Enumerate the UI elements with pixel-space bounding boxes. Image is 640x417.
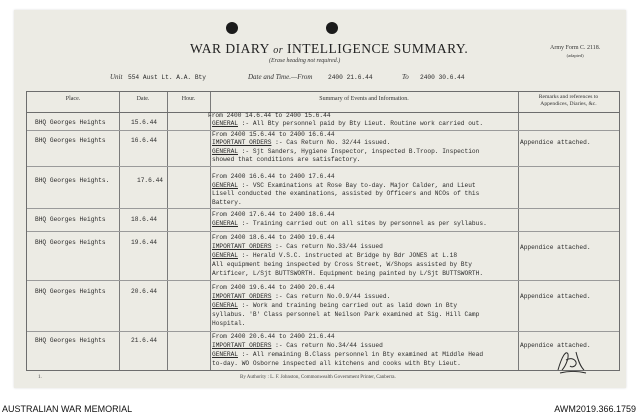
row-rule — [27, 280, 619, 281]
entry-place: BHQ Georges Heights — [35, 239, 106, 246]
entry-summary-line: From 2400 17.6.44 to 2400 18.6.44 — [212, 211, 335, 218]
datetime-label: Date and Time.—From — [248, 73, 313, 81]
entry-summary-line: GENERAL :- Herald V.S.C. instructed at Bridge by Bdr JONES at L.18 — [212, 252, 458, 259]
entry-place: BHQ Georges Heights — [35, 337, 106, 344]
entry-remarks: Appendice attached. — [520, 244, 591, 251]
column-header-hour: Hour. — [181, 96, 196, 102]
entry-heading-label: IMPORTANT ORDERS — [212, 139, 272, 146]
entry-summary-line: syllabus. 'B' Class personnel at Neilson Park examined at Sig. Hill Camp — [212, 311, 480, 318]
entry-date: 20.6.44 — [131, 288, 157, 295]
printer-credit: By Authority : L. F. Johnston, Commonwealth Government Printer, Canberra. — [240, 375, 396, 380]
army-form-id — [550, 44, 600, 60]
entry-summary-line: From 2400 19.6.44 to 2400 20.6.44 — [212, 284, 335, 291]
diary-page — [14, 10, 626, 388]
column-header-date: Date. — [136, 96, 150, 102]
entry-date: 16.6.44 — [131, 137, 157, 144]
unit-line — [14, 73, 626, 85]
entry-heading-label: IMPORTANT ORDERS — [212, 293, 272, 300]
title-or: or — [273, 45, 284, 56]
signature-stroke — [558, 352, 586, 373]
entry-summary-line: IMPORTANT ORDERS :- Cas return No.33/44 issued — [212, 243, 383, 250]
page-title — [190, 41, 468, 57]
entry-summary-line: Lisell conducted the examinations, assisted by Officers and NCOs of this — [212, 190, 480, 197]
page-subtitle: (Erase heading not required.) — [269, 58, 341, 64]
archive-reference: AWM2019.366.1759 — [554, 404, 636, 414]
entry-summary-line: Hospital. — [212, 320, 246, 327]
entry-summary-line: GENERAL :- Work and training being carried out as laid down in Bty — [212, 302, 458, 309]
entry-place: BHQ Georges Heights. — [35, 177, 110, 184]
entry-heading-label: IMPORTANT ORDERS — [212, 342, 272, 349]
entry-summary-line: IMPORTANT ORDERS :- Cas return No.34/44 issued — [212, 342, 383, 349]
entry-date: 17.6.44 — [137, 177, 163, 184]
remarks-header-line1: Remarks and references to — [538, 94, 599, 100]
entry-summary-line: All equipment being inspected by Cross Street, W/Shops assisted by Bty — [212, 261, 472, 268]
entry-summary-line: GENERAL :- Sjt Sanders, Hygiene Inspector, inspected B.Troop. Inspection — [212, 148, 480, 155]
punch-hole — [226, 22, 238, 34]
entry-summary-line: From 2400 14.6.44 to 2400 15.6.44 — [208, 112, 331, 119]
to-value: 2400 30.6.44 — [420, 74, 465, 81]
remarks-header-line2: Appendices, Diaries, &c. — [540, 101, 597, 107]
unit-label: Unit — [110, 73, 123, 81]
entry-summary-line: From 2400 15.6.44 to 2400 16.6.44 — [212, 131, 335, 138]
title-war-diary: WAR DIARY — [190, 41, 270, 56]
entry-summary-line: GENERAL :- All Bty personnel paid by Bty Lieut. Routine work carried out. — [212, 120, 484, 127]
entry-summary-line: IMPORTANT ORDERS :- Cas return No.0.9/44 issued. — [212, 293, 391, 300]
entry-summary-line: IMPORTANT ORDERS :- Cas Return No. 32/44 issued. — [212, 139, 391, 146]
entry-date: 21.6.44 — [131, 337, 157, 344]
entry-summary-line: to-day. WO Osborne inspected all kitchens and cooks with Bty Lieut. — [212, 360, 461, 367]
entry-summary-line: From 2400 18.6.44 to 2400 19.6.44 — [212, 234, 335, 241]
column-header-remarks — [518, 94, 619, 108]
row-rule — [27, 331, 619, 332]
entry-date: 19.6.44 — [131, 239, 157, 246]
entry-place: BHQ Georges Heights — [35, 119, 106, 126]
row-rule — [27, 231, 619, 232]
row-rule — [27, 208, 619, 209]
entry-remarks: Appendice attached. — [520, 293, 591, 300]
punch-hole — [326, 22, 338, 34]
signature — [554, 346, 590, 376]
entry-summary-line: GENERAL :- All remaining B.Class personnel in Bty examined at Middle Head — [212, 351, 484, 358]
entry-remarks: Appendice attached. — [520, 342, 591, 349]
entry-summary-line: From 2400 16.6.44 to 2400 17.6.44 — [212, 173, 335, 180]
entry-heading-label: GENERAL — [212, 220, 238, 227]
archive-caption: AUSTRALIAN WAR MEMORIAL — [2, 404, 133, 414]
diary-table — [26, 91, 620, 371]
entry-place: BHQ Georges Heights — [35, 137, 106, 144]
entry-summary-line: showed that conditions are satisfactory. — [212, 156, 361, 163]
entry-heading-label: GENERAL — [212, 120, 238, 127]
entry-heading-label: GENERAL — [212, 252, 238, 259]
column-header-place: Place. — [65, 96, 81, 102]
page-marker: 1. — [38, 375, 42, 380]
entry-heading-label: IMPORTANT ORDERS — [212, 243, 272, 250]
entry-summary-line: From 2400 20.6.44 to 2400 21.6.44 — [212, 333, 335, 340]
entry-summary-line: Battery. — [212, 199, 242, 206]
to-label: To — [402, 73, 409, 81]
unit-value: 554 Aust Lt. A.A. Bty — [128, 74, 206, 81]
from-value: 2400 21.6.44 — [328, 74, 373, 81]
entry-summary-line: GENERAL :- VSC Examinations at Rose Bay to-day. Major Calder, and Lieut — [212, 182, 476, 189]
entry-date: 15.6.44 — [131, 119, 157, 126]
entry-heading-label: GENERAL — [212, 148, 238, 155]
title-intelligence-summary: INTELLIGENCE SUMMARY. — [287, 41, 469, 56]
row-rule — [27, 166, 619, 167]
entry-heading-label: GENERAL — [212, 182, 238, 189]
entry-heading-label: GENERAL — [212, 302, 238, 309]
column-header-summary: Summary of Events and Information. — [319, 96, 409, 102]
entry-summary-line: GENERAL :- Training carried out on all sites by personnel as per syllabus. — [212, 220, 487, 227]
form-note: (adapted) — [566, 53, 584, 58]
entry-date: 18.6.44 — [131, 216, 157, 223]
entry-place: BHQ Georges Heights — [35, 216, 106, 223]
entry-heading-label: GENERAL — [212, 351, 238, 358]
entry-place: BHQ Georges Heights — [35, 288, 106, 295]
form-number: Army Form C. 2118. — [550, 45, 601, 51]
entry-summary-line: Artificer, L/Sjt BUTTSWORTH. Equipment being painted by L/Sjt BUTTSWORTH. — [212, 270, 484, 277]
entry-remarks: Appendice attached. — [520, 139, 591, 146]
